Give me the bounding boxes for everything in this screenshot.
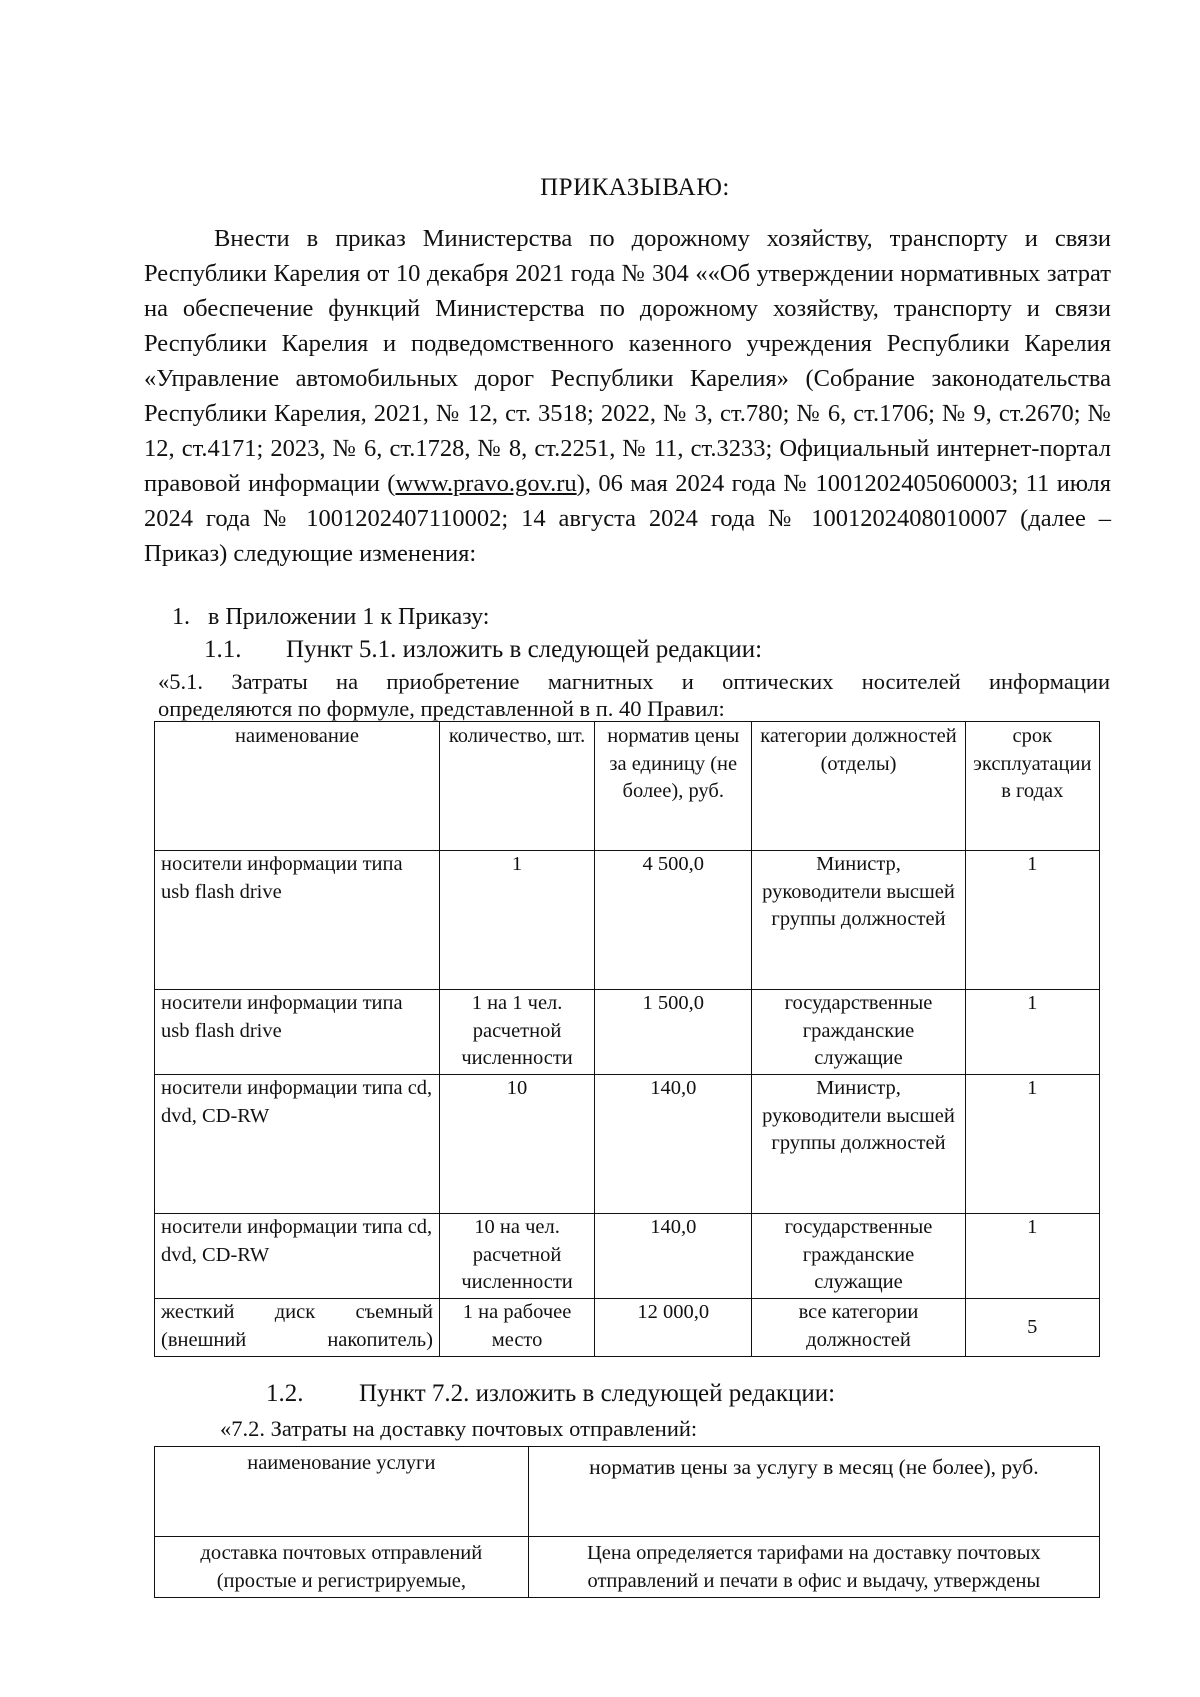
cell-name: носители информации типа usb flash drive	[155, 851, 440, 990]
cell-lifetime: 1	[965, 851, 1099, 990]
cell-name: носители информации типа cd, dvd, CD-RW	[155, 1075, 440, 1214]
table-row	[155, 1537, 1100, 1598]
order-heading-text: ПРИКАЗЫВАЮ:	[540, 174, 730, 201]
cell-lifetime: 1	[965, 1214, 1099, 1299]
cell-name: жесткий диск съемный (внешний накопитель)	[155, 1299, 440, 1357]
pravo-link[interactable]: www.pravo.gov.ru	[395, 470, 577, 497]
table-header-row	[155, 722, 1100, 851]
clause-5-1-line-2: определяются по формуле, представленной в п. 40 Правил:	[158, 696, 725, 721]
table-row	[155, 1299, 1100, 1357]
table-row	[155, 851, 1100, 990]
cell-quantity: 10 на чел. расчетной численности	[439, 1214, 594, 1299]
cell-categories: государственные гражданские служащие	[752, 1214, 965, 1299]
table-header-row	[155, 1447, 1100, 1537]
cell-quantity: 1 на 1 чел. расчетной численности	[439, 990, 594, 1075]
table-row	[155, 1075, 1100, 1214]
cell-name: носители информации типа usb flash drive	[155, 990, 440, 1075]
postal-cost-table	[154, 1446, 1100, 1598]
cell-price: 1 500,0	[595, 990, 752, 1075]
subitem-1-2	[266, 1380, 835, 1408]
header-lifetime: срок эксплуатации в годах	[965, 722, 1099, 851]
cell-quantity: 1 на рабочее место	[439, 1299, 594, 1357]
cell-price: 140,0	[595, 1075, 752, 1214]
intro-text-1: Внести в приказ Министерства по дорожному хозяйству, транспорту и связи Республики Карелия от 10 декабря 2021 года № 304 ««Об утверждении нормативных затрат на обеспечение функций Министерства по дорожному хозяйству, транспорту и связи Республики Карелия и подведомственного казенного учреждения Республики Карелия «Управление автомобильных дорог Республики Карелия» (Собрание законодательства Республики Карелия, 2021, № 12, ст. 3518; 2022, № 3, ст.780; № 6, ст.1706; № 9, ст.2670; № 12, ст.4171; 2023, № 6, ст.1728, № 8, ст.2251, № 11, ст.3233; Официальный интернет-портал правовой информации (	[144, 225, 1111, 497]
header-categories: категории должностей (отделы)	[752, 722, 965, 851]
header-quantity: количество, шт.	[439, 722, 594, 851]
order-heading	[0, 174, 1200, 202]
header-service-price: норматив цены за услугу в месяц (не более), руб.	[528, 1447, 1099, 1537]
table-row	[155, 990, 1100, 1075]
header-price: норматив цены за единицу (не более), руб.	[595, 722, 752, 851]
cell-lifetime: 1	[965, 990, 1099, 1075]
cell-lifetime: 5	[965, 1299, 1099, 1357]
intro-paragraph	[144, 221, 1111, 571]
cell-name: носители информации типа cd, dvd, CD-RW	[155, 1214, 440, 1299]
cell-lifetime: 1	[965, 1075, 1099, 1214]
cell-service-price: Цена определяется тарифами на доставку почтовых отправлений и печати в офис и выдачу, утверждены	[528, 1537, 1099, 1598]
list-item-1	[172, 604, 489, 631]
cell-service-name: доставка почтовых отправлений (простые и регистрируемые,	[155, 1537, 529, 1598]
subitem-1-1-text: Пункт 5.1. изложить в следующей редакции:	[286, 636, 763, 663]
cell-categories: все категории должностей	[752, 1299, 965, 1357]
subitem-1-1-number: 1.1.	[204, 636, 242, 663]
cell-categories: государственные гражданские служащие	[752, 990, 965, 1075]
cell-quantity: 10	[439, 1075, 594, 1214]
clause-5-1-line-1: «5.1. Затраты на приобретение магнитных и оптических носителей информации	[158, 669, 1110, 694]
clause-7-2: «7.2. Затраты на доставку почтовых отправлений:	[220, 1416, 698, 1441]
list-item-1-number: 1.	[172, 604, 190, 630]
media-cost-table	[154, 721, 1100, 1357]
subitem-1-2-number: 1.2.	[266, 1380, 304, 1407]
cell-quantity: 1	[439, 851, 594, 990]
table-row	[155, 1214, 1100, 1299]
subitem-1-2-text: Пункт 7.2. изложить в следующей редакции:	[359, 1380, 836, 1407]
cell-categories: Министр, руководители высшей группы должностей	[752, 1075, 965, 1214]
intro-text-2: ), 06 мая 2024 года № 1001202405060003; 11 июля 2024 года № 1001202407110002; 14 августа 2024 года № 1001202408010007 (далее – Приказ) следующие изменения:	[144, 470, 1111, 567]
cell-categories: Министр, руководители высшей группы должностей	[752, 851, 965, 990]
header-service-name: наименование услуги	[155, 1447, 529, 1537]
cell-price: 140,0	[595, 1214, 752, 1299]
list-item-1-text: в Приложении 1 к Приказу:	[208, 604, 490, 630]
header-name: наименование	[155, 722, 440, 851]
cell-price: 4 500,0	[595, 851, 752, 990]
subitem-1-1	[204, 636, 762, 664]
cell-price: 12 000,0	[595, 1299, 752, 1357]
